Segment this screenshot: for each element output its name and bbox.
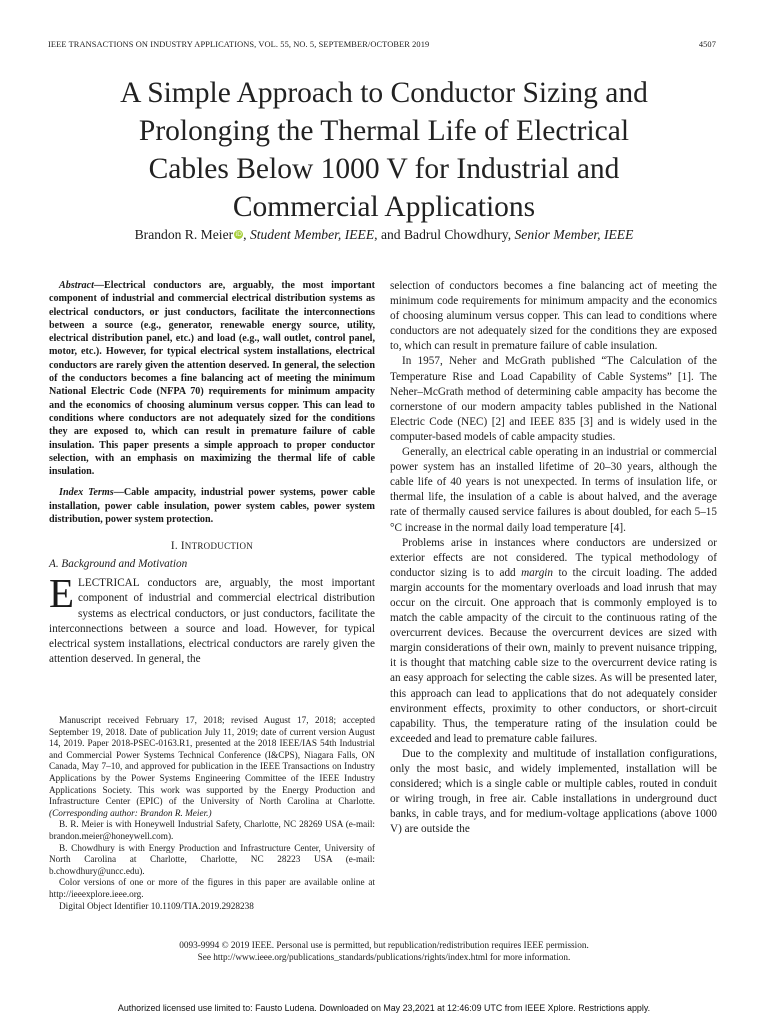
running-header [48,40,716,52]
corresponding-author: (Corresponding author: Brandon R. Meier.) [49,808,212,819]
abstract-label: Abstract [59,280,94,291]
license-footer: Authorized licensed use limited to: Fausto Ludena. Downloaded on May 23,2021 at 12:46:09 UTC from IEEE Xplore. Restrictions apply. [117,1003,651,1013]
author-membership: Senior Member, IEEE [514,227,634,242]
rights-url-line: See http://www.ieee.org/publications_standards/publications/rights/index.html for more information. [197,953,571,963]
doi: Digital Object Identifier 10.1109/TIA.2019.2928238 [59,901,254,912]
abstract-text: —Electrical conductors are, arguably, the most important component of industrial and commercial electrical distribution systems as electrical conductors, or just conductors, facilitate the interconnections between a source (e.g., generator, renewable energy source, utility, electrical distribution panel, etc.) and load (e.g., wall outlet, control panel, motor, etc.). However, for typical electrical system installations, electrical conductors are rarely given the attention deserved. In general, the selection of the conductors becomes a fine balancing act of meeting the minimum National Electric Code (NFPA 70) requirements for minimum ampacity and the economics of choosing aluminum versus copper. This can lead to conditions where conductors are not adequately sized for the conditions they are exposed to, which can result in premature failure of cable insulation. This paper presents a simple approach to proper conductor selection, with an emphasis on maximizing the thermal life of cable insulation. [49,280,375,478]
author-name: Brandon R. Meier [134,227,234,242]
abstract [49,279,375,526]
drop-cap: E [49,570,75,617]
title-line: Cables Below 1000 V for Industrial and [148,153,620,185]
index-terms-text: —Cable ampacity, industrial power systems, power cable installation, power cable insulation, power system cables, power system distribution, power system protection. [49,487,375,526]
author-name: Badrul Chowdhury [403,227,508,242]
page-number: 4507 [698,40,716,49]
intro-paragraph: ELECTRICAL conductors are, arguably, the most important component of industrial and commercial electrical distribution systems as electrical conductors, or just conductors, facilitate the interconnections between a source and load. However, for typical electrical system installations, electrical conductors are rarely given the attention deserved. In general, the [49,570,375,665]
color-figures-note: Color versions of one or more of the figures in this paper are available online at http://ieeexplore.ieee.org. [49,878,375,900]
section-heading: I. INTRODUCTION [170,540,254,553]
body-paragraph: In 1957, Neher and McGrath published “The Calculation of the Temperature Rise and Load Capability of Cable Systems” [1]. The Neher–McGrath method of determining cable ampacity has become the cornerstone of our modern ampacity tables published in the National Electric Code (NEC) [2] and IEEE 835 [3] and is widely used in the computer-based models of cable ampacity studies. [390,355,717,443]
title-line: A Simple Approach to Conductor Sizing and [120,77,648,109]
affiliation-note: B. Chowdhury is with Energy Production and Infrastructure Center, University of North Carolina at Charlotte, Charlotte, NC 28223 USA (e-mail: b.chowdhury@uncc.edu). [49,843,375,877]
title-line: Commercial Applications [232,191,536,223]
footnote [49,716,375,913]
index-terms-label: Index Terms [59,487,114,499]
body-paragraph: selection of conductors becomes a fine balancing act of meeting the minimum code requirements for minimum ampacity and the economics of choosing aluminum versus copper. This can lead to conditions where conductors are not adequately sized for the conditions they are exposed to, which can result in premature failure of cable insulation. [390,280,717,353]
body-paragraph: Generally, an electrical cable operating in an industrial or commercial power system has an installed lifetime of 20–30 years, although the cable life of 40 years is not unexpected. In terms of insulation life, or thermal life, the insulation of a cable is about halved, and the average rate of thermally caused service failures is about doubled, for each 5–15 °C increase in the normal daily load temperature [4]. [390,446,717,534]
left-column [49,279,375,667]
journal-citation: IEEE TRANSACTIONS ON INDUSTRY APPLICATIONS, VOL. 55, NO. 5, SEPTEMBER/OCTOBER 2019 [48,40,430,49]
right-column [390,279,717,837]
copyright-line: 0093-9994 © 2019 IEEE. Personal use is permitted, but republication/redistribution requires IEEE permission. [179,941,589,951]
body-paragraph: Due to the complexity and multitude of installation configurations, only the most basic, and widely implemented, installation will be considered; which is a single cable or multiple cables, routed in conduit or wiring trough, in free air. Cable installations in underground duct banks, in cable trays, and for medium-voltage applications (above 1000 V) are outside the [390,747,717,836]
affiliation-note: B. R. Meier is with Honeywell Industrial Safety, Charlotte, NC 28269 USA (e-mail: brandon.meier@honeywell.com). [49,820,375,842]
paper-title [60,74,708,226]
emphasis: margin [521,566,554,579]
author-membership: Student Member, IEEE [249,227,375,242]
title-line: Prolonging the Thermal Life of Electrical [138,115,630,147]
manuscript-note: Manuscript received February 17, 2018; revised August 17, 2018; accepted September 19, 2018. Date of publication July 11, 2019; date of current version August 14, 2019. Paper 2018-PSEC-0163.R1, presented at the 2018 IEEE/IAS 54th Industrial and Commercial Power Systems Technical Conference (I&CPS), Niagara Falls, ON Canada, May 7–10, and approved for publication in the IEEE Transactions on Industry Applications by the Power Systems Engineering Committee of the IEEE Industry Applications Society. This work was supported by the Energy Production and Infrastructure Center (EPIC) of the University of North Carolina at Charlotte. [49,716,375,808]
orcid-icon[interactable]: iD [235,231,242,238]
copyright-notice [0,940,768,964]
body-paragraph: Problems arise in instances where conductors are undersized or exterior effects are not considered. The typical methodology of conductor sizing is to add margin to the circuit loading. The added margin accounts for the momentary overloads and load inrush that may occur on the circuit. One approach that is commonly employed is to match the cable ampacity of the circuit to the continuous rating of the overcurrent devices. Because the overcurrent devices are sized with margin considerations of their own, mainly to prevent nuisance tripping, it is thought that matching cable size to the overcurrent device rating is an easy approach for selecting the cable sizes. As will be presented later, this approach can lead to applications that do not adequately consider environment effects, proximity to other conductors, or short-circuit capability. Thus, the temperature rating of the insulation could be exceeded and lead to premature cable failures. [390,536,717,745]
author-line: Brandon R. Meier iD, Student Member, IEEE, and Badrul Chowdhury, Senior Member, IEEE [134,227,634,242]
subsection-heading: A. Background and Motivation [49,558,188,571]
